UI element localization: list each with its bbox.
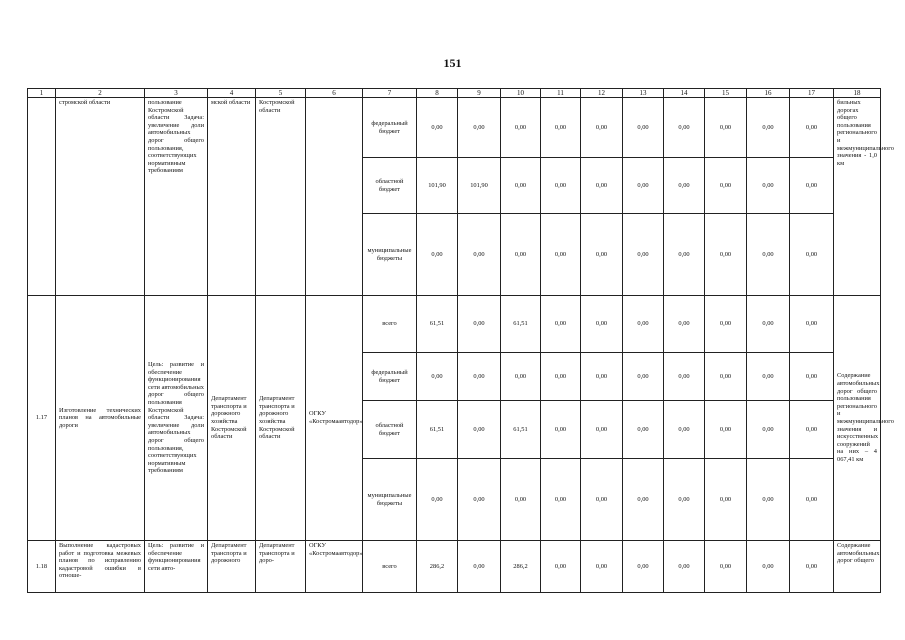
value-cell: 0,00 (747, 214, 790, 296)
value-cell: 0,00 (747, 541, 790, 593)
table-row (28, 98, 881, 158)
value-cell: 0,00 (747, 98, 790, 158)
value-cell: 0,00 (501, 98, 541, 158)
value-cell: 0,00 (747, 353, 790, 401)
header-cell: 6 (306, 89, 363, 98)
value-cell: 0,00 (581, 353, 623, 401)
value-cell: 0,00 (747, 296, 790, 353)
item-name-cell: Выполнение кадастровых работ и подготовка межевых планов по исправлению кадастровой ошибки в отноше- (56, 541, 145, 593)
value-cell: 61,51 (501, 296, 541, 353)
header-cell: 11 (541, 89, 581, 98)
value-cell: 0,00 (664, 214, 705, 296)
budget-table (27, 88, 894, 593)
value-cell: 0,00 (541, 353, 581, 401)
value-cell: 286,2 (417, 541, 458, 593)
header-cell: 13 (623, 89, 664, 98)
item-number-cell: 1.18 (28, 541, 56, 593)
value-cell: 0,00 (458, 214, 501, 296)
header-cell: 16 (747, 89, 790, 98)
value-cell: 0,00 (541, 98, 581, 158)
value-cell: 0,00 (790, 214, 834, 296)
coexecutor-cell: Департамент транспорта и доро- (256, 541, 306, 593)
value-cell: 0,00 (705, 214, 747, 296)
value-cell: 0,00 (417, 353, 458, 401)
value-cell: 61,51 (501, 401, 541, 459)
value-cell: 0,00 (623, 353, 664, 401)
value-cell: 0,00 (541, 401, 581, 459)
header-cell: 18 (834, 89, 881, 98)
value-cell: 0,00 (458, 353, 501, 401)
value-cell: 0,00 (458, 401, 501, 459)
value-cell: 0,00 (501, 459, 541, 541)
value-cell: 0,00 (581, 541, 623, 593)
value-cell: 286,2 (501, 541, 541, 593)
value-cell: 0,00 (417, 214, 458, 296)
funding-source-cell: областной бюджет (363, 401, 417, 459)
recipient-cell: ОГКУ «Костромаавтодор» (306, 296, 363, 541)
value-cell: 0,00 (417, 98, 458, 158)
value-cell: 0,00 (790, 401, 834, 459)
value-cell: 0,00 (664, 541, 705, 593)
indicator-cell: Содержание автомобильных дорог общего пользования регионального и межмуниципального значения и искусственных сооружений на них – 4 067,41 км (834, 296, 881, 541)
value-cell: 0,00 (747, 401, 790, 459)
value-cell: 0,00 (623, 296, 664, 353)
value-cell: 0,00 (541, 459, 581, 541)
value-cell: 0,00 (705, 459, 747, 541)
value-cell: 0,00 (581, 214, 623, 296)
indicator-cell: Содержание автомобильных дорог общего (834, 541, 881, 593)
value-cell: 0,00 (790, 459, 834, 541)
item-name-cell: Изготовление технических планов на автомобильные дороги (56, 296, 145, 541)
coexecutor-cell: Костромской области (256, 98, 306, 296)
value-cell: 0,00 (581, 296, 623, 353)
header-cell: 15 (705, 89, 747, 98)
header-cell: 17 (790, 89, 834, 98)
funding-source-cell: всего (363, 541, 417, 593)
value-cell: 0,00 (705, 296, 747, 353)
header-cell: 7 (363, 89, 417, 98)
funding-source-cell: муниципальные бюджеты (363, 459, 417, 541)
value-cell: 0,00 (790, 98, 834, 158)
goal-cell: Цель: развитие и обеспечение функционирования сети авто- (145, 541, 208, 593)
funding-source-cell: федеральный бюджет (363, 98, 417, 158)
indicator-cell: бильных дорогах общего пользования регионального и межмуниципального значения - 1,0 км (834, 98, 881, 296)
item-name-cell: стромской области (56, 98, 145, 296)
value-cell: 0,00 (417, 459, 458, 541)
value-cell: 0,00 (790, 296, 834, 353)
value-cell: 0,00 (790, 158, 834, 214)
value-cell: 0,00 (747, 459, 790, 541)
recipient-cell: ОГКУ «Костромаавтодор» (306, 541, 363, 593)
header-cell: 4 (208, 89, 256, 98)
executor-cell: Департамент транспорта и дорожного (208, 541, 256, 593)
funding-source-cell: федеральный бюджет (363, 353, 417, 401)
value-cell: 0,00 (705, 158, 747, 214)
value-cell: 0,00 (623, 158, 664, 214)
value-cell: 0,00 (623, 214, 664, 296)
value-cell: 0,00 (664, 158, 705, 214)
value-cell: 0,00 (581, 98, 623, 158)
value-cell: 0,00 (541, 296, 581, 353)
value-cell: 0,00 (541, 158, 581, 214)
executor-cell: мской области (208, 98, 256, 296)
item-number-cell: 1.17 (28, 296, 56, 541)
value-cell: 0,00 (705, 541, 747, 593)
header-cell: 10 (501, 89, 541, 98)
value-cell: 0,00 (623, 459, 664, 541)
value-cell: 0,00 (623, 541, 664, 593)
value-cell: 0,00 (458, 98, 501, 158)
value-cell: 0,00 (581, 158, 623, 214)
item-number-cell (28, 98, 56, 296)
value-cell: 0,00 (501, 214, 541, 296)
value-cell: 0,00 (458, 459, 501, 541)
value-cell: 0,00 (623, 401, 664, 459)
value-cell: 0,00 (541, 214, 581, 296)
value-cell: 0,00 (790, 353, 834, 401)
table-row (28, 296, 881, 353)
value-cell: 0,00 (747, 158, 790, 214)
value-cell: 0,00 (664, 98, 705, 158)
value-cell: 0,00 (705, 401, 747, 459)
value-cell: 0,00 (501, 353, 541, 401)
value-cell: 0,00 (790, 541, 834, 593)
recipient-cell (306, 98, 363, 296)
value-cell: 0,00 (581, 459, 623, 541)
header-cell: 8 (417, 89, 458, 98)
funding-source-cell: областной бюджет (363, 158, 417, 214)
value-cell: 0,00 (705, 98, 747, 158)
value-cell: 0,00 (664, 353, 705, 401)
value-cell: 0,00 (541, 541, 581, 593)
value-cell: 0,00 (581, 401, 623, 459)
value-cell: 0,00 (501, 158, 541, 214)
header-row (28, 89, 881, 98)
table-row (28, 541, 881, 593)
header-cell: 1 (28, 89, 56, 98)
value-cell: 0,00 (458, 296, 501, 353)
value-cell: 61,51 (417, 401, 458, 459)
header-cell: 2 (56, 89, 145, 98)
value-cell: 0,00 (623, 98, 664, 158)
page-number: 151 (443, 56, 462, 70)
value-cell: 0,00 (705, 353, 747, 401)
value-cell: 0,00 (664, 401, 705, 459)
value-cell: 101,90 (417, 158, 458, 214)
header-cell: 3 (145, 89, 208, 98)
coexecutor-cell: Департамент транспорта и дорожного хозяйства Костромской области (256, 296, 306, 541)
header-cell: 9 (458, 89, 501, 98)
header-cell: 12 (581, 89, 623, 98)
header-cell: 5 (256, 89, 306, 98)
value-cell: 0,00 (458, 541, 501, 593)
goal-cell: Цель: развитие и обеспечение функционирования сети автомобильных дорог общего пользования Костромской области Задача: увеличение доли автомобильных дорог общего пользования, соответствующих нормативным требованиям (145, 296, 208, 541)
value-cell: 0,00 (664, 296, 705, 353)
value-cell: 61,51 (417, 296, 458, 353)
funding-source-cell: всего (363, 296, 417, 353)
goal-cell: пользование Костромской области Задача: увеличение доли автомобильных дорог общего пользования, соответствующих нормативным требованиям (145, 98, 208, 296)
value-cell: 0,00 (664, 459, 705, 541)
executor-cell: Департамент транспорта и дорожного хозяйства Костромской области (208, 296, 256, 541)
value-cell: 101,90 (458, 158, 501, 214)
header-cell: 14 (664, 89, 705, 98)
funding-source-cell: муниципальные бюджеты (363, 214, 417, 296)
